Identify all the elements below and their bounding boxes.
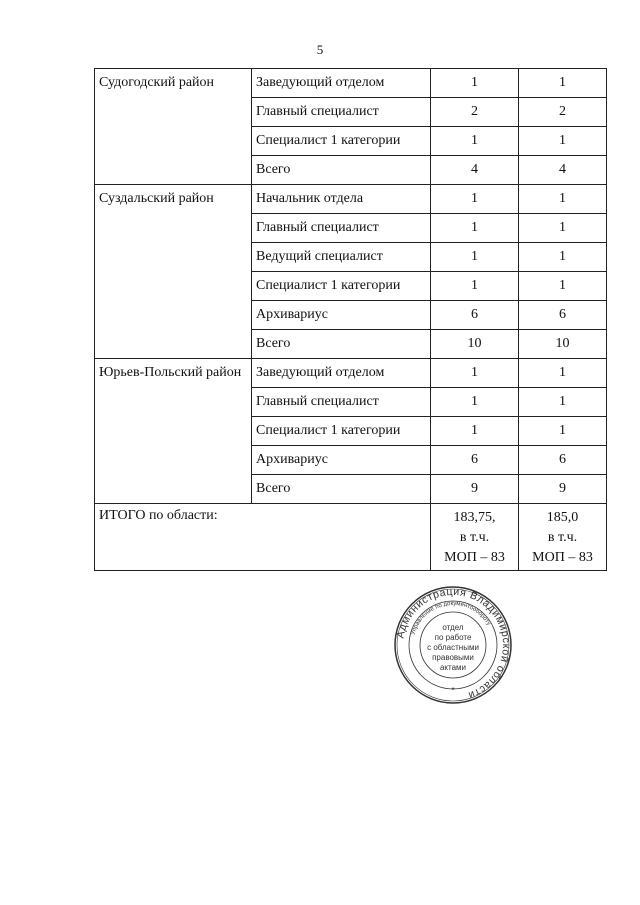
position-cell: Заведующий отделом	[252, 359, 431, 388]
total-label-text: ИТОГО по области:	[99, 508, 218, 523]
position-cell: Главный специалист	[252, 388, 431, 417]
count-col2-cell: 6	[519, 446, 607, 475]
position-cell: Архивариус	[252, 301, 431, 330]
stamp-center-line: актами	[439, 663, 467, 672]
stamp-middle-text: Управление по документообороту	[410, 600, 492, 636]
total-col2-cell	[519, 504, 607, 571]
total-row	[95, 504, 607, 571]
count-col1-cell: 1	[431, 127, 519, 156]
district-cell: Суздальский район	[95, 185, 252, 359]
count-col1-cell: 6	[431, 301, 519, 330]
count-col1-cell: 1	[431, 214, 519, 243]
stamp-center-line: по работе	[434, 633, 472, 642]
table-row	[95, 359, 607, 388]
count-col1-cell: 1	[431, 417, 519, 446]
count-col2-cell: 1	[519, 69, 607, 98]
position-cell: Всего	[252, 330, 431, 359]
staffing-table	[94, 68, 607, 571]
total-label	[95, 504, 431, 571]
count-col1-cell: 1	[431, 243, 519, 272]
position-cell: Главный специалист	[252, 214, 431, 243]
count-col2-cell: 1	[519, 272, 607, 301]
count-col1-cell: 1	[431, 359, 519, 388]
count-col1-cell: 6	[431, 446, 519, 475]
stamp-center-line: с областными	[427, 643, 479, 652]
position-cell: Ведущий специалист	[252, 243, 431, 272]
count-col1-cell: 1	[431, 69, 519, 98]
svg-text:*: *	[451, 686, 455, 695]
total-col1-including: в т.ч.	[459, 530, 490, 545]
table-row	[95, 69, 607, 98]
count-col1-cell: 1	[431, 185, 519, 214]
total-col2-value: 185,0	[546, 510, 579, 525]
count-col2-cell: 1	[519, 185, 607, 214]
position-cell: Специалист 1 категории	[252, 417, 431, 446]
count-col1-cell: 1	[431, 388, 519, 417]
position-cell: Заведующий отделом	[252, 69, 431, 98]
count-col2-cell: 1	[519, 243, 607, 272]
count-col2-cell: 1	[519, 417, 607, 446]
official-stamp	[393, 585, 513, 705]
position-cell: Специалист 1 категории	[252, 127, 431, 156]
table-row	[95, 185, 607, 214]
position-cell: Главный специалист	[252, 98, 431, 127]
count-col1-cell: 2	[431, 98, 519, 127]
district-cell: Судогодский район	[95, 69, 252, 185]
position-cell: Архивариус	[252, 446, 431, 475]
position-cell: Всего	[252, 475, 431, 504]
total-col1-value: 183,75,	[453, 510, 496, 525]
count-col2-cell: 10	[519, 330, 607, 359]
staffing-table-body	[95, 69, 607, 571]
count-col2-cell: 6	[519, 301, 607, 330]
district-cell: Юрьев-Польский район	[95, 359, 252, 504]
page-number: 5	[316, 42, 324, 57]
position-cell: Специалист 1 категории	[252, 272, 431, 301]
count-col2-cell: 1	[519, 214, 607, 243]
total-col2-including: в т.ч.	[547, 530, 578, 545]
position-cell: Всего	[252, 156, 431, 185]
count-col1-cell: 4	[431, 156, 519, 185]
count-col1-cell: 9	[431, 475, 519, 504]
count-col1-cell: 10	[431, 330, 519, 359]
stamp-outer-text: Администрация Владимирской области	[394, 585, 513, 702]
count-col2-cell: 1	[519, 127, 607, 156]
count-col2-cell: 1	[519, 359, 607, 388]
stamp-center-line: отдел	[442, 623, 464, 632]
count-col1-cell: 1	[431, 272, 519, 301]
stamp-center-line: правовыми	[432, 653, 474, 662]
count-col2-cell: 1	[519, 388, 607, 417]
count-col2-cell: 9	[519, 475, 607, 504]
total-col1-cell	[431, 504, 519, 571]
count-col2-cell: 4	[519, 156, 607, 185]
total-col2-mop: МОП – 83	[532, 550, 593, 565]
count-col2-cell: 2	[519, 98, 607, 127]
total-col1-mop: МОП – 83	[444, 550, 505, 565]
stamp-center-text	[419, 623, 487, 673]
position-cell: Начальник отдела	[252, 185, 431, 214]
